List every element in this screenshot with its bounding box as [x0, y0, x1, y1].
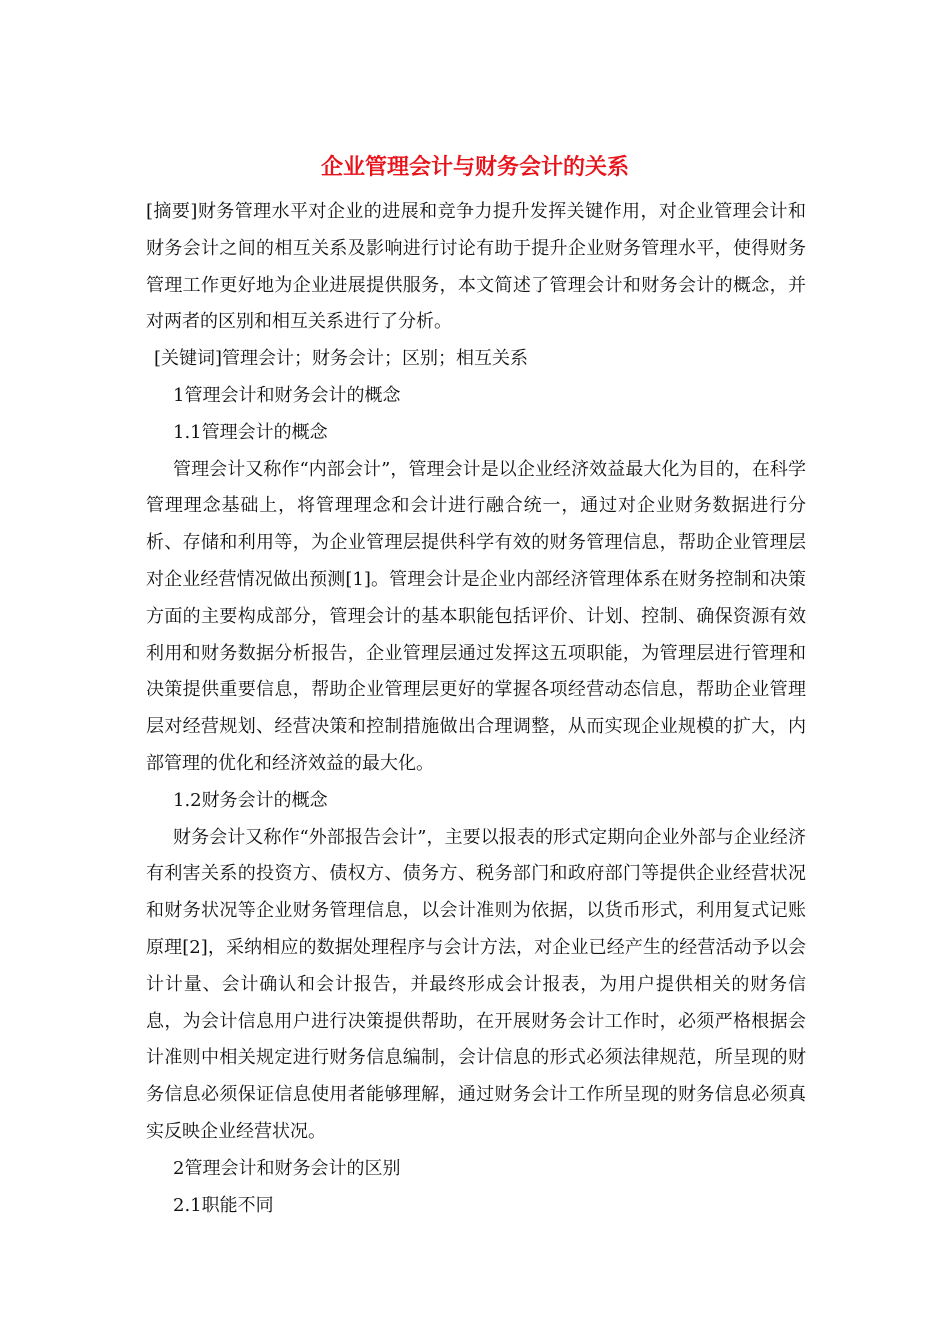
- subsection-heading: 1.2财务会计的概念: [173, 789, 328, 811]
- section-heading: 1管理会计和财务会计的概念: [173, 384, 401, 406]
- section-heading: 2管理会计和财务会计的区别: [173, 1157, 401, 1179]
- document-title: 企业管理会计与财务会计的关系: [320, 155, 629, 180]
- body-paragraph: 管理会计又称作“内部会计”，管理会计是以企业经济效益最大化为目的，在科学管理理念基础上，将管理理念和会计进行融合统一，通过对企业财务数据进行分析、存储和利用等，为企业管理层提供科学有效的财务管理信息，帮助企业管理层对企业经营情况做出预测[1]。管理会计是企业内部经济管理体系在财务控制和决策方面的主要构成部分，管理会计的基本职能包括评价、计划、控制、确保资源有效利用和财务数据分析报告，企业管理层通过发挥这五项职能，为管理层进行管理和决策提供重要信息，帮助企业管理层更好的掌握各项经营动态信息，帮助企业管理层对经营规划、经营决策和控制措施做出合理调整，从而实现企业规模的扩大，内部管理的优化和经济效益的最大化。: [146, 458, 806, 774]
- body-paragraph: 财务会计又称作“外部报告会计”，主要以报表的形式定期向企业外部与企业经济有利害关系的投资方、债权方、债务方、税务部门和政府部门等提供企业经营状况和财务状况等企业财务管理信息，以会计准则为依据，以货币形式，利用复式记账原理[2]，采纳相应的数据处理程序与会计方法，对企业已经产生的经营活动予以会计计量、会计确认和会计报告，并最终形成会计报表，为用户提供相关的财务信息，为会计信息用户进行决策提供帮助，在开展财务会计工作时，必须严格根据会计准则中相关规定进行财务信息编制，会计信息的形式必须法律规范，所呈现的财务信息必须保证信息使用者能够理解，通过财务会计工作所呈现的财务信息必须真实反映企业经营状况。: [146, 826, 806, 1142]
- keywords-line: [关键词]管理会计；财务会计；区别；相互关系: [154, 348, 529, 370]
- abstract-paragraph: [摘要]财务管理水平对企业的进展和竞争力提升发挥关键作用，对企业管理会计和财务会计之间的相互关系及影响进行讨论有助于提升企业财务管理水平，使得财务管理工作更好地为企业进展提供服务，本文简述了管理会计和财务会计的概念，并对两者的区别和相互关系进行了分析。: [146, 201, 806, 333]
- subsection-heading: 1.1管理会计的概念: [173, 421, 328, 443]
- document-body: [146, 194, 806, 1224]
- subsection-heading: 2.1职能不同: [173, 1194, 274, 1216]
